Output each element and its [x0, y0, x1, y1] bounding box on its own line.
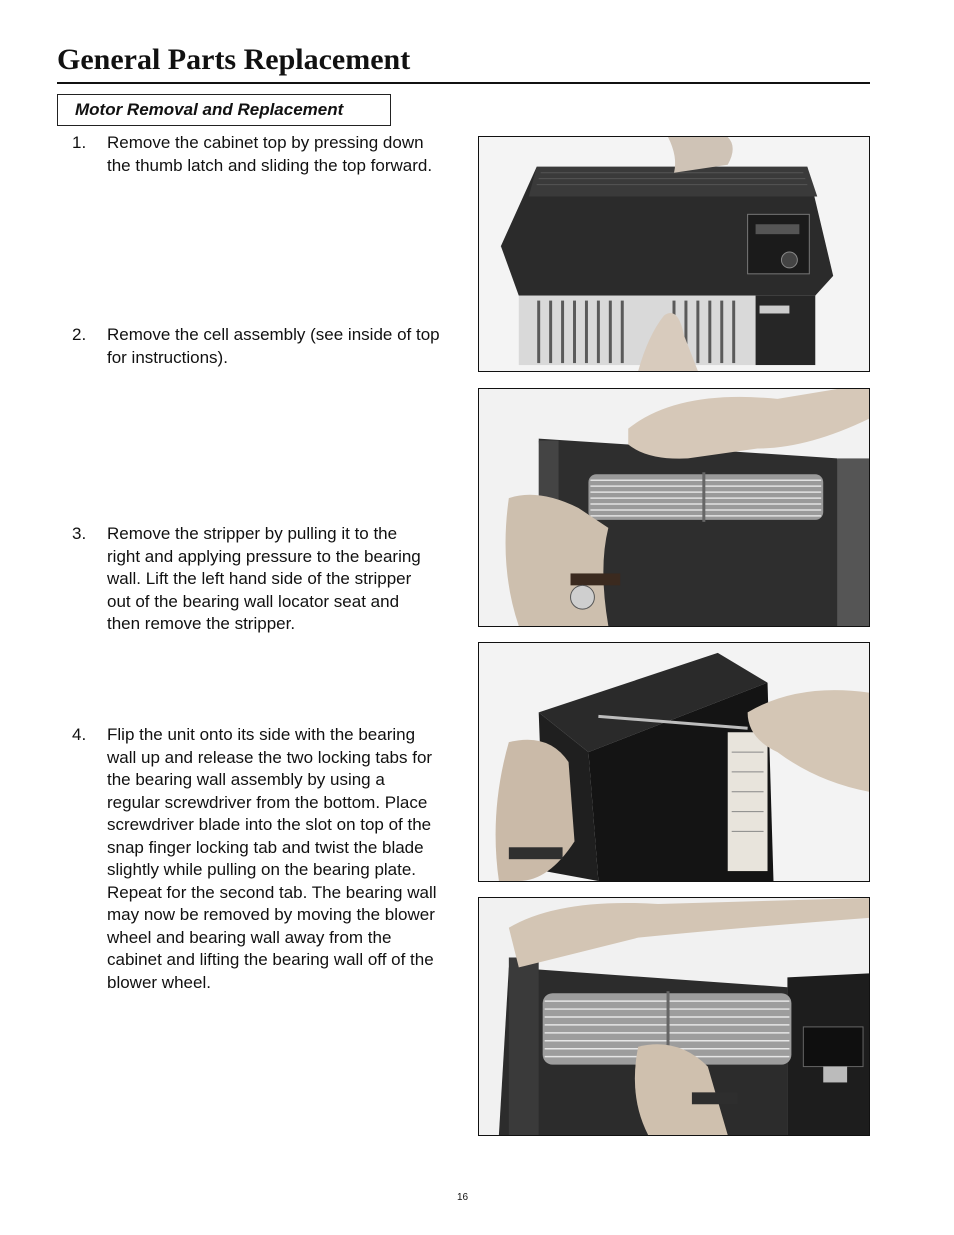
step-3 [72, 523, 434, 636]
bearing-wall-illustration [479, 643, 869, 881]
section-heading: Motor Removal and Replacement [57, 94, 391, 126]
step-number: 3. [72, 524, 87, 543]
title-divider [57, 82, 870, 84]
page-title: General Parts Replacement [57, 43, 411, 76]
step-2 [72, 324, 442, 369]
photo-cabinet-top-removal [478, 136, 870, 372]
step-text: Remove the cabinet top by pressing down the thumb latch and sliding the top forward. [107, 133, 433, 175]
step-1 [72, 132, 442, 177]
cabinet-top-illustration [479, 137, 869, 371]
step-text: Remove the stripper by pulling it to the right and applying pressure to the bearing wall. Lift the left hand side of the stripper out of the bearing wall locator seat and then remove the stripper. [107, 524, 421, 633]
step-number: 2. [72, 325, 87, 344]
page-number: 16 [456, 1192, 469, 1203]
step-text: Flip the unit onto its side with the bearing wall up and release the two locking tabs for the bearing wall assembly by using a regular screwdriver from the bottom. Place screwdriver blade into the slot on top of the snap finger locking tab and twist the blade slightly while pulling on the bearing plate. Repeat for the second tab. The bearing wall may now be removed by moving the blower wheel and bearing wall away from the cabinet and lifting the bearing wall off of the blower wheel. [107, 725, 437, 992]
cell-assembly-illustration [479, 389, 869, 626]
blower-wheel-illustration [479, 898, 869, 1135]
photo-blower-wheel-removal [478, 897, 870, 1136]
step-number: 1. [72, 133, 87, 152]
photo-cell-assembly [478, 388, 870, 627]
step-number: 4. [72, 725, 87, 744]
step-text: Remove the cell assembly (see inside of top for instructions). [107, 325, 440, 367]
step-4 [72, 724, 442, 994]
photo-bearing-wall-release [478, 642, 870, 882]
